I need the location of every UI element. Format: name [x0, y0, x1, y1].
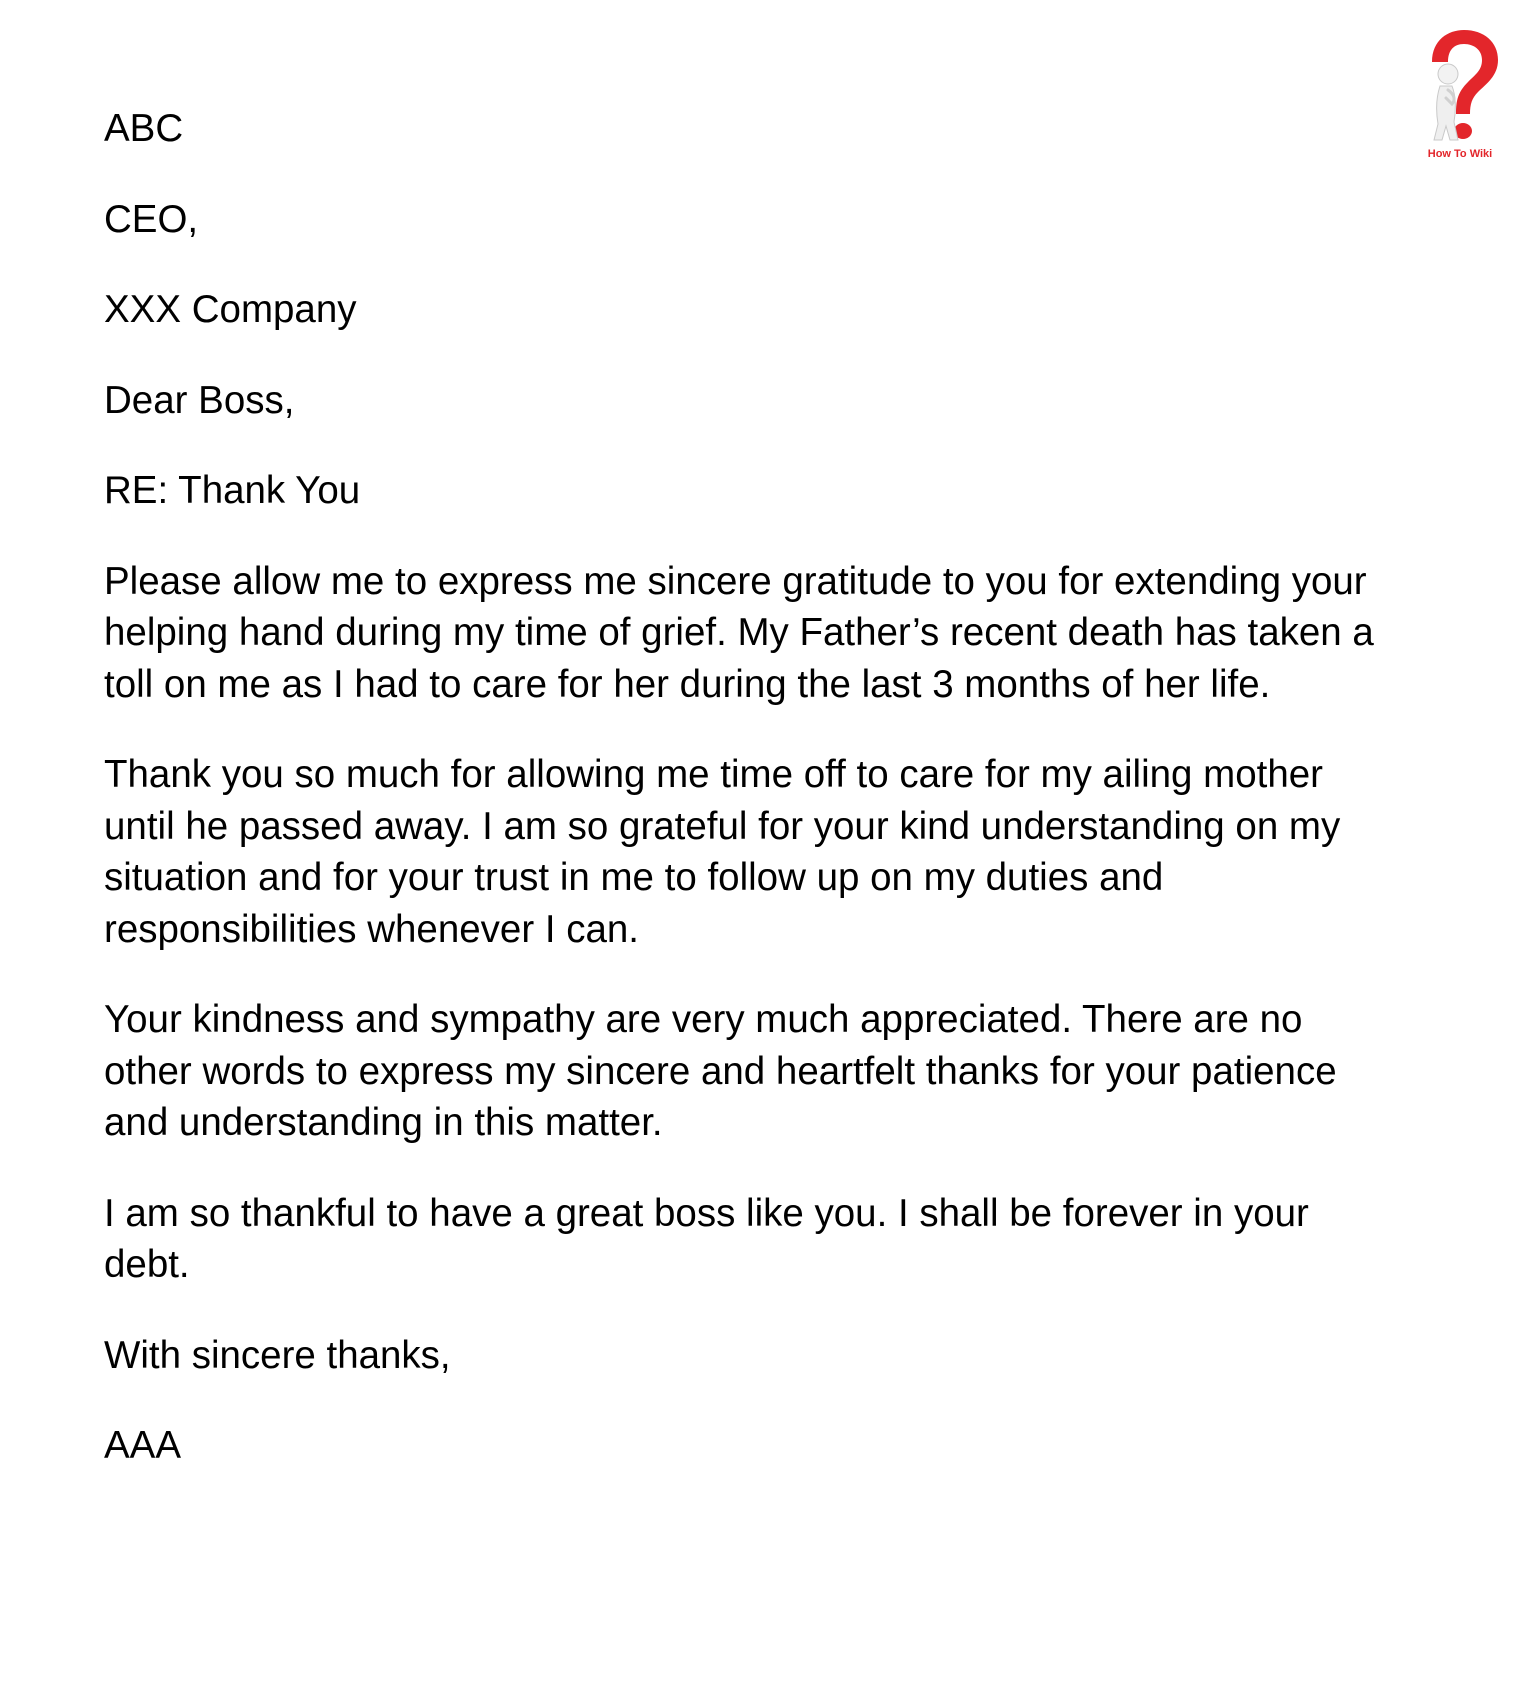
letter-body: [104, 103, 1404, 1511]
paragraph-line: helping hand during my time of grief. My Father’s recent death has taken a: [104, 611, 1374, 654]
paragraph-line: Thank you so much for allowing me time off to care for my ailing mother: [104, 753, 1323, 796]
paragraph-line: until he passed away. I am so grateful for your kind understanding on my: [104, 804, 1341, 848]
question-mark-thinking-figure-icon: [1418, 28, 1502, 148]
paragraph-line: responsibilities whenever I can.: [104, 907, 639, 951]
salutation: Dear Boss,: [104, 378, 295, 422]
sender-name: ABC: [104, 107, 184, 150]
body-paragraph-3: [104, 994, 1404, 1149]
paragraph-line: Your kindness and sympathy are very much appreciated. There are no: [104, 998, 1303, 1041]
paragraph-line: other words to express my sincere and heartfelt thanks for your patience: [104, 1049, 1337, 1093]
paragraph-line: toll on me as I had to care for her during the last 3 months of her life.: [104, 662, 1271, 706]
body-paragraph-2: [104, 749, 1404, 955]
paragraph-line: Please allow me to express me sincere gratitude to you for extending your: [104, 559, 1367, 603]
subject-line: RE: Thank You: [104, 469, 361, 512]
signature: AAA: [104, 1424, 182, 1467]
paragraph-line: and understanding in this matter.: [104, 1101, 663, 1144]
how-to-wiki-logo: [1418, 28, 1502, 164]
paragraph-line: debt.: [104, 1243, 190, 1286]
body-paragraph-4: [104, 1188, 1404, 1291]
paragraph-line: I am so thankful to have a great boss like you. I shall be forever in your: [104, 1191, 1309, 1235]
closing: With sincere thanks,: [104, 1333, 451, 1377]
paragraph-line: situation and for your trust in me to follow up on my duties and: [104, 856, 1164, 899]
logo-caption: How To Wiki: [1427, 148, 1493, 160]
body-paragraph-1: [104, 556, 1404, 711]
recipient-title: CEO,: [104, 197, 199, 241]
recipient-company: XXX Company: [104, 288, 357, 331]
